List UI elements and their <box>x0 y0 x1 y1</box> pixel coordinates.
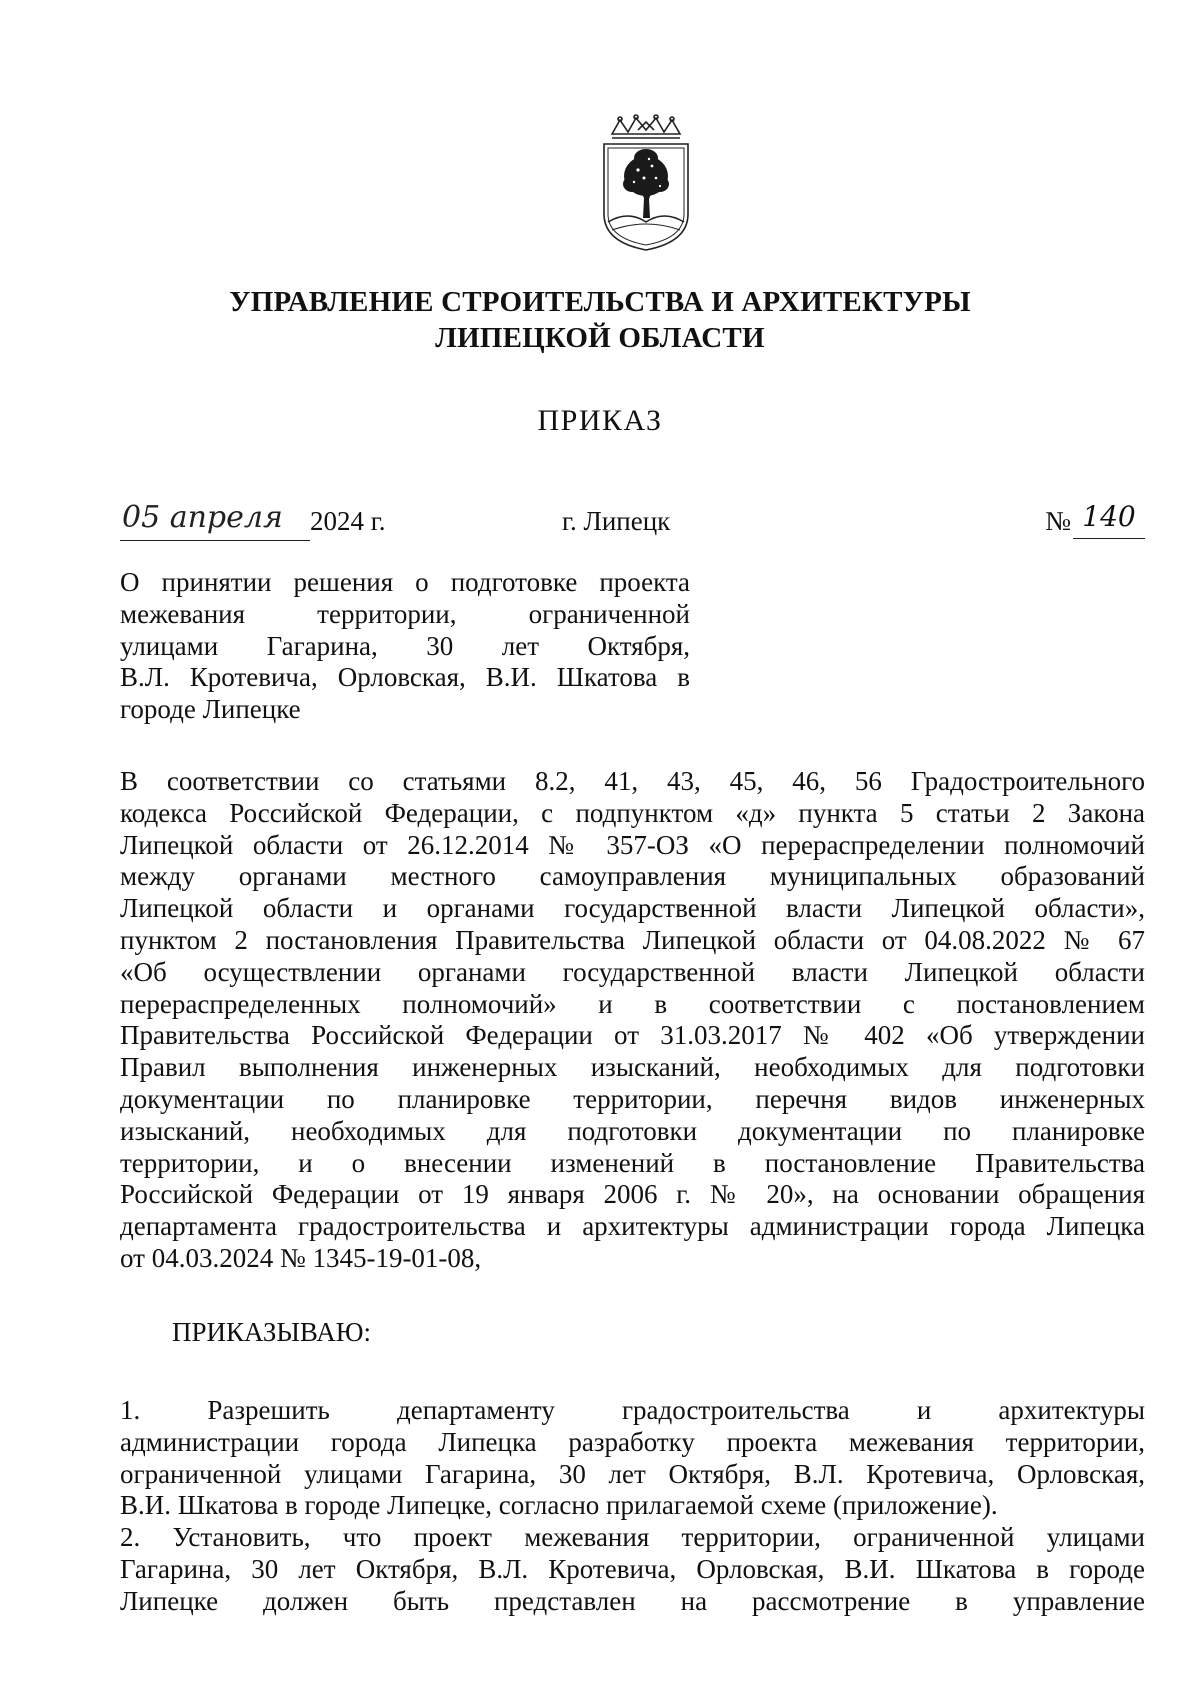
handwritten-date: 05 апреля <box>120 500 310 541</box>
subject-line: городе Липецке <box>120 694 301 725</box>
order-subject <box>120 567 690 726</box>
coat-of-arms-emblem <box>594 114 698 252</box>
date-year: 2024 г. <box>310 506 386 536</box>
paragraph-line: кодекса Российской Федерации, с подпунктом «д» пункта 5 статьи 2 Закона <box>120 797 1145 828</box>
paragraph-line: Липецке должен быть представлен на рассмотрение в управление <box>120 1585 1145 1616</box>
paragraph-line: Правительства Российской Федерации от 31.03.2017 № 402 «Об утверждении <box>120 1020 1145 1051</box>
paragraph-line: «Об осуществлении органами государственной власти Липецкой области <box>120 956 1145 987</box>
paragraph-line: департамента градостроительства и архитектуры администрации города Липецка <box>120 1211 1145 1242</box>
paragraph-line: Гагарина, 30 лет Октября, В.Л. Кротевича, Орловская, В.И. Шкатова в городе <box>120 1553 1145 1584</box>
paragraph-line: ограниченной улицами Гагарина, 30 лет Октября, В.Л. Кротевича, Орловская, <box>120 1458 1145 1489</box>
paragraph-line: пунктом 2 постановления Правительства Липецкой области от 04.08.2022 № 67 <box>120 924 1145 955</box>
order-item-1 <box>120 1395 1145 1522</box>
preamble-paragraph <box>120 766 1145 1275</box>
paragraph-line: Липецкой области от 26.12.2014 № 357-ОЗ «О перераспределении полномочий <box>120 829 1145 860</box>
paragraph-line: Правил выполнения инженерных изысканий, необходимых для подготовки <box>120 1052 1145 1083</box>
number-label: № <box>1045 506 1071 536</box>
paragraph-line: изысканий, необходимых для подготовки документации по планировке <box>120 1115 1145 1146</box>
subject-line: улицами Гагарина, 30 лет Октября, <box>120 630 690 661</box>
paragraph-line: территории, и о внесении изменений в постановление Правительства <box>120 1147 1145 1178</box>
paragraph-line: В соответствии со статьями 8.2, 41, 43, 45, 46, 56 Градостроительного <box>120 766 1145 796</box>
paragraph-line: перераспределенных полномочий» и в соответствии с постановлением <box>120 988 1145 1019</box>
paragraph-line: Липецкой области и органами государственной власти Липецкой области», <box>120 893 1145 924</box>
order-item-2 <box>120 1522 1145 1617</box>
paragraph-line: администрации города Липецка разработку проекта межевания территории, <box>120 1426 1145 1457</box>
paragraph-line: 1. Разрешить департаменту градостроительства и архитектуры <box>120 1395 1145 1425</box>
organization-title-line-1: УПРАВЛЕНИЕ СТРОИТЕЛЬСТВА И АРХИТЕКТУРЫ <box>229 286 971 318</box>
organization-title-line-2: ЛИПЕЦКОЙ ОБЛАСТИ <box>435 322 765 354</box>
city-name: г. Липецк <box>562 506 671 536</box>
subject-line: межевания территории, ограниченной <box>120 598 690 629</box>
paragraph-line: 2. Установить, что проект межевания территории, ограниченной улицами <box>120 1522 1145 1552</box>
paragraph-line: от 04.03.2024 № 1345-19-01-08, <box>120 1242 482 1273</box>
paragraph-line: между органами местного самоуправления муниципальных образований <box>120 861 1145 892</box>
handwritten-document-number: 140 <box>1073 500 1145 539</box>
date-city-number-line <box>120 500 1145 546</box>
subject-line: В.Л. Кротевича, Орловская, В.И. Шкатова в <box>120 662 690 693</box>
document-type-heading: ПРИКАЗ <box>537 404 663 437</box>
paragraph-line: документации по планировке территории, перечня видов инженерных <box>120 1083 1145 1114</box>
subject-line: О принятии решения о подготовке проекта <box>120 567 690 597</box>
paragraph-line: В.И. Шкатова в городе Липецке, согласно прилагаемой схеме (приложение). <box>120 1490 998 1521</box>
order-word-heading: ПРИКАЗЫВАЮ: <box>172 1317 371 1347</box>
paragraph-line: Российской Федерации от 19 января 2006 г. № 20», на основании обращения <box>120 1179 1145 1210</box>
